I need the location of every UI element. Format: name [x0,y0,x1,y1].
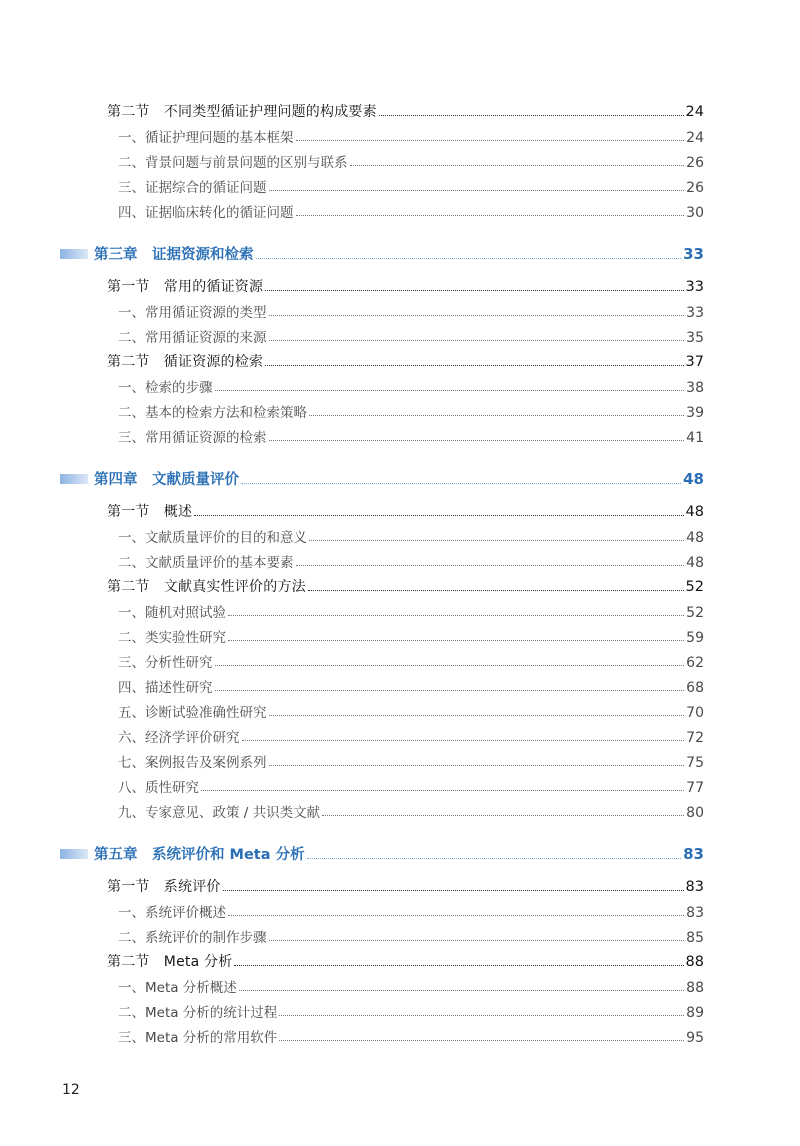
toc-subsection [118,426,704,446]
toc-entry-page: 41 [686,430,704,446]
toc-entry-page: 38 [686,380,704,396]
toc-entry-page: 33 [685,279,704,295]
dot-leader [228,614,684,616]
toc-subsection [118,701,704,721]
toc-entry-page: 77 [686,780,704,796]
toc-entry-label: 二、系统评价的制作步骤 [118,930,267,946]
toc-entry-label: 四、描述性研究 [118,680,213,696]
toc-entry-label: 一、文献质量评价的目的和意义 [118,530,307,546]
toc-entry-label: 三、Meta 分析的常用软件 [118,1030,278,1046]
dot-leader [296,139,685,141]
toc-entry-page: 83 [686,905,704,921]
dot-leader [256,257,682,259]
toc-entry-label: 二、基本的检索方法和检索策略 [118,405,307,421]
toc-entry-page: 88 [686,980,704,996]
dot-leader [308,589,684,591]
toc-entry-page: 80 [686,805,704,821]
dot-leader [194,514,683,516]
chapter-marker-bar [60,249,88,259]
toc-section [107,276,704,296]
toc-entry-page: 59 [686,630,704,646]
dot-leader [269,764,685,766]
chapter-marker-bar [60,474,88,484]
toc-section [107,501,704,521]
dot-leader [279,1039,684,1041]
toc-entry-label: 六、经济学评价研究 [118,730,240,746]
toc-entry-page: 48 [686,530,704,546]
dot-leader [265,289,683,291]
toc-section [107,101,704,121]
toc-entry-page: 39 [686,405,704,421]
toc-entry-page: 48 [686,555,704,571]
toc-entry-page: 37 [685,354,704,370]
toc-entry-label: 第二节 循证资源的检索 [107,354,264,370]
toc-subsection [118,676,704,696]
toc-entry-page: 89 [686,1005,704,1021]
toc-subsection [118,926,704,946]
page-number: 12 [62,1082,80,1098]
toc-subsection [118,651,704,671]
toc-entry-page: 62 [686,655,704,671]
dot-leader [269,189,685,191]
toc-subsection [118,601,704,621]
toc-entry-label: 三、证据综合的循证问题 [118,180,267,196]
toc-section [107,951,704,971]
toc-entry-page: 72 [686,730,704,746]
dot-leader [269,939,685,941]
toc-entry-label: 二、背景问题与前景问题的区别与联系 [118,155,348,171]
toc-subsection [118,176,704,196]
toc-entry-label: 一、检索的步骤 [118,380,213,396]
toc-entry-label: 第四章 文献质量评价 [94,472,239,488]
toc-chapter [60,468,704,489]
toc-entry-page: 24 [685,104,704,120]
toc-entry-page: 33 [683,245,704,263]
dot-leader [307,857,682,859]
toc-entry-label: 第一节 概述 [107,504,193,520]
dot-leader [269,314,685,316]
toc-entry-label: 三、常用循证资源的检索 [118,430,267,446]
chapter-marker-bar [60,849,88,859]
toc-entry-page: 35 [686,330,704,346]
toc-entry-label: 一、随机对照试验 [118,605,226,621]
toc-entry-label: 一、常用循证资源的类型 [118,305,267,321]
toc-subsection [118,126,704,146]
toc-entry-label: 八、质性研究 [118,780,199,796]
toc-entry-page: 26 [686,180,704,196]
toc-entry-page: 48 [685,504,704,520]
toc-subsection [118,626,704,646]
dot-leader [241,482,681,484]
toc-entry-label: 九、专家意见、政策 / 共识类文献 [118,805,321,821]
dot-leader [234,964,683,966]
dot-leader [242,739,685,741]
toc-entry-page: 30 [686,205,704,221]
toc-entry-label: 七、案例报告及案例系列 [118,755,267,771]
toc-subsection [118,526,704,546]
toc-subsection [118,1026,704,1046]
toc-entry-label: 第五章 系统评价和 Meta 分析 [94,847,305,863]
dot-leader [265,364,683,366]
dot-leader [350,164,685,166]
dot-leader [269,439,685,441]
toc-entry-page: 33 [686,305,704,321]
dot-leader [215,389,685,391]
toc-entry-label: 第二节 文献真实性评价的方法 [107,579,306,595]
dot-leader [309,539,684,541]
dot-leader [215,664,685,666]
toc-entry-label: 一、循证护理问题的基本框架 [118,130,294,146]
toc-section [107,351,704,371]
toc-entry-page: 26 [686,155,704,171]
toc-entry-label: 一、Meta 分析概述 [118,980,237,996]
toc-subsection [118,151,704,171]
dot-leader [279,1014,684,1016]
dot-leader [223,889,684,891]
toc-entry-label: 二、Meta 分析的统计过程 [118,1005,278,1021]
toc-subsection [118,751,704,771]
toc-entry-page: 95 [686,1030,704,1046]
toc-entry-page: 70 [686,705,704,721]
toc-entry-label: 第一节 系统评价 [107,879,221,895]
toc-entry-label: 二、类实验性研究 [118,630,226,646]
toc-subsection [118,976,704,996]
toc-subsection [118,376,704,396]
dot-leader [269,339,685,341]
dot-leader [296,214,685,216]
toc-entry-page: 52 [686,605,704,621]
dot-leader [215,689,685,691]
toc-subsection [118,401,704,421]
toc-entry-page: 75 [686,755,704,771]
dot-leader [296,564,685,566]
dot-leader [201,789,684,791]
dot-leader [239,989,684,991]
toc-subsection [118,726,704,746]
dot-leader [228,914,684,916]
toc-subsection [118,801,704,821]
toc-subsection [118,551,704,571]
toc-entry-page: 83 [683,845,704,863]
toc-chapter [60,243,704,264]
toc-entry-page: 83 [685,879,704,895]
toc-entry-label: 四、证据临床转化的循证问题 [118,205,294,221]
toc-entry-page: 48 [683,470,704,488]
toc-subsection [118,1001,704,1021]
toc-chapter [60,843,704,864]
dot-leader [379,114,684,116]
toc-subsection [118,326,704,346]
toc-entry-page: 52 [685,579,704,595]
dot-leader [309,414,684,416]
toc-entry-page: 24 [686,130,704,146]
toc-entry-label: 第三章 证据资源和检索 [94,247,254,263]
toc-entry-label: 一、系统评价概述 [118,905,226,921]
toc-subsection [118,901,704,921]
toc-entry-label: 三、分析性研究 [118,655,213,671]
toc-subsection [118,776,704,796]
dot-leader [322,814,684,816]
toc-entry-page: 85 [686,930,704,946]
dot-leader [228,639,684,641]
toc-entry-label: 二、常用循证资源的来源 [118,330,267,346]
toc-entry-page: 68 [686,680,704,696]
toc-entry-label: 第二节 Meta 分析 [107,954,233,970]
toc-subsection [118,301,704,321]
toc-entry-label: 第一节 常用的循证资源 [107,279,264,295]
toc-entry-page: 88 [685,954,704,970]
toc-subsection [118,201,704,221]
toc-section [107,576,704,596]
dot-leader [269,714,685,716]
toc-entry-label: 二、文献质量评价的基本要素 [118,555,294,571]
toc-section [107,876,704,896]
toc-entry-label: 五、诊断试验准确性研究 [118,705,267,721]
toc-entry-label: 第二节 不同类型循证护理问题的构成要素 [107,104,377,120]
